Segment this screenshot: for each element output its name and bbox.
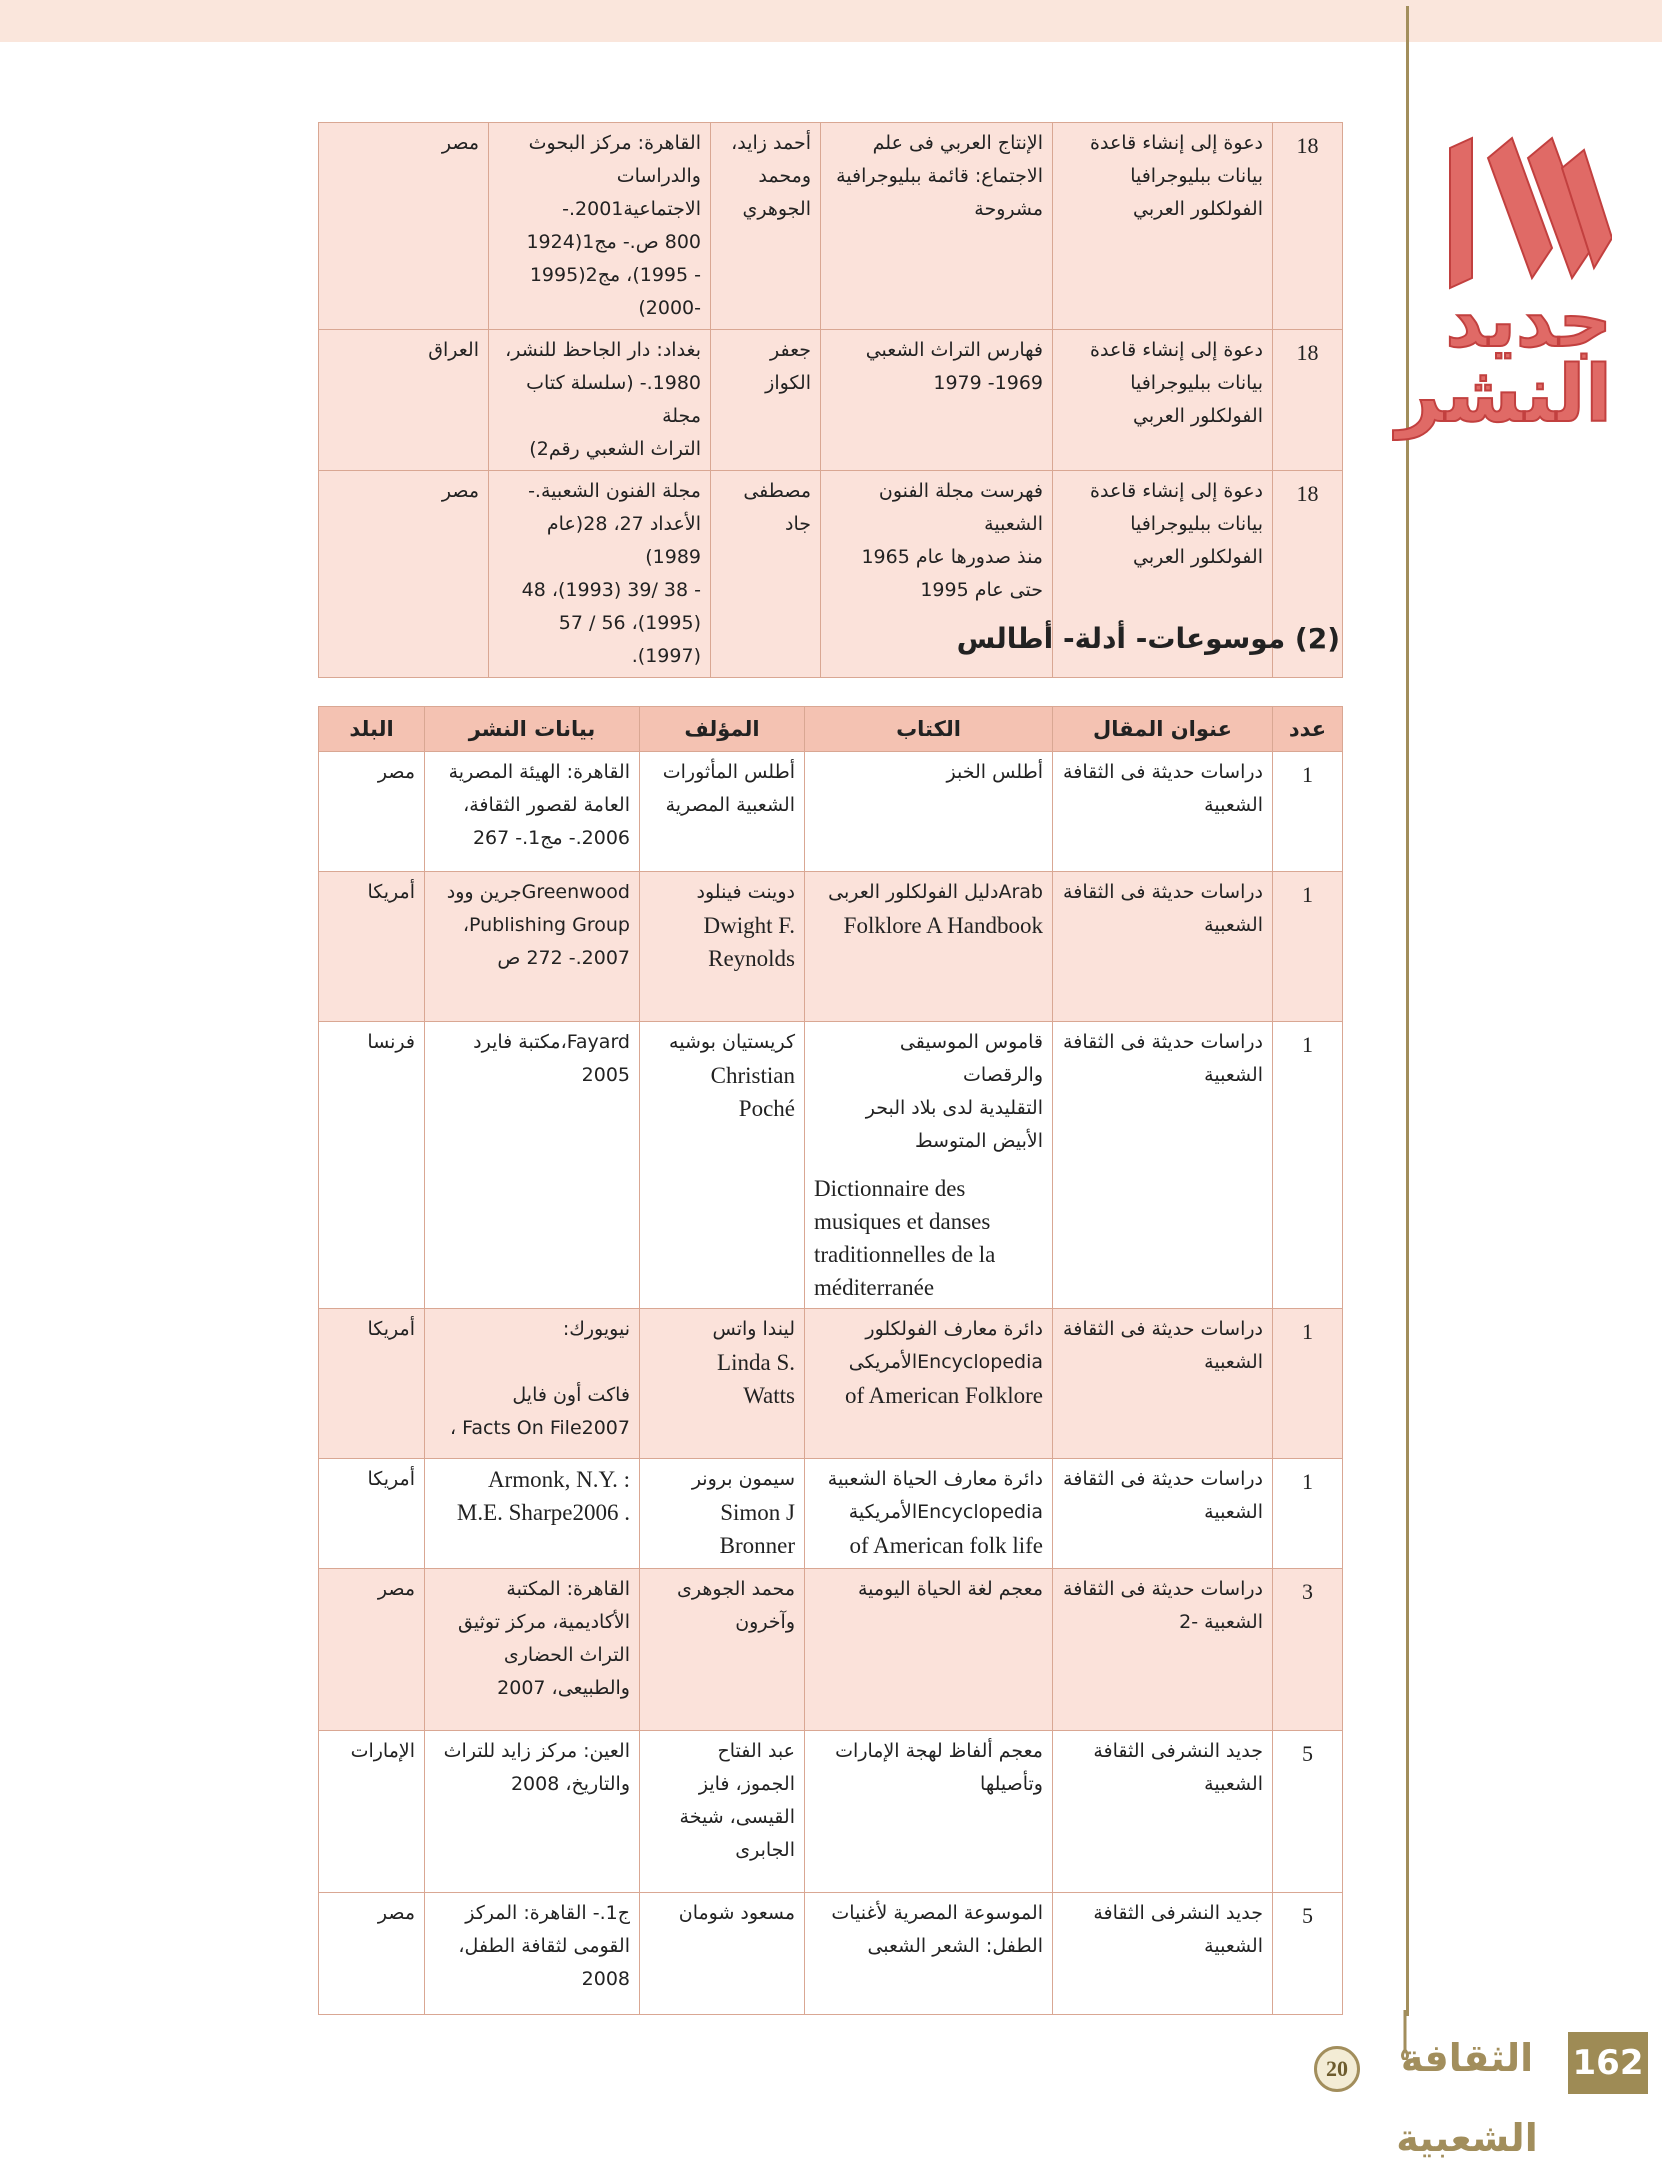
cell-line: Dwight F.	[703, 913, 795, 938]
cell-line: والدراسات الاجتماعية2001.-	[562, 165, 701, 220]
table-row	[319, 1459, 1343, 1569]
cell-article	[1053, 1893, 1273, 2015]
cell-line: دوينت فينلود	[696, 881, 795, 903]
cell-line: الأبيض المتوسط	[914, 1130, 1043, 1152]
cell-line: دراسات حديثة فى الثقافة	[1063, 1578, 1263, 1600]
cell-line: قاموس الموسيقى والرقصات	[899, 1031, 1043, 1086]
cell-line: - 38 /39 (1993)، 48	[521, 579, 701, 601]
cell-line: 1969- 1979	[933, 372, 1043, 394]
table-row	[319, 1731, 1343, 1893]
cell-line: دراسات حديثة فى الثقافة	[1063, 1468, 1263, 1490]
cell-line: بيانات ببليوجرافيا	[1130, 165, 1263, 187]
cell-book	[805, 1731, 1053, 1893]
cell-country: مصر	[319, 1569, 425, 1731]
cell-book	[805, 1459, 1053, 1569]
cell-line-latin: méditerranée	[814, 1275, 935, 1300]
cell-line: القاهرة: الهيئة المصرية	[448, 761, 630, 783]
cell-line: أطلس المأثورات	[662, 761, 795, 783]
cell-line: مجلة الفنون الشعبية.-	[528, 480, 701, 502]
header-book: الكتاب	[805, 707, 1053, 752]
cell-line: معجم لغة الحياة اليومية	[857, 1578, 1043, 1600]
table-header-row	[319, 707, 1343, 752]
cell-line: الطفل: الشعر الشعبى	[867, 1935, 1043, 1957]
cell-line: Bronner	[719, 1533, 795, 1558]
cell-line: الشعبية	[1204, 1773, 1263, 1795]
cell-line: ومحمد	[758, 165, 811, 187]
cell-line: دائرة معارف الفولكلور	[865, 1318, 1043, 1340]
table-row	[319, 123, 1343, 330]
cell-book	[805, 872, 1053, 1022]
cell-line: حتى عام 1995	[920, 579, 1043, 601]
cell-line: التراث الحضارى	[503, 1644, 630, 1666]
cell-num: 18	[1273, 471, 1343, 678]
cell-line: الجموز، فايز	[698, 1773, 795, 1795]
cell-line: القاهرة: المكتبة	[506, 1578, 630, 1600]
cell-line: الشعبية	[1204, 1935, 1263, 1957]
cell-line: وآخرون	[735, 1611, 795, 1633]
cell-line: كريستيان بوشيه	[669, 1031, 795, 1053]
cell-line: مشروحة	[974, 198, 1043, 220]
cell-line: والتاريخ، 2008	[510, 1773, 630, 1795]
cell-author	[640, 1569, 805, 1731]
cell-line: الشعبية المصرية	[665, 794, 795, 816]
cell-line: معجم ألفاظ لهجة الإمارات	[835, 1740, 1043, 1762]
cell-line: 2008	[581, 1968, 630, 1990]
cell-author	[640, 752, 805, 872]
book-stripes-icon	[1442, 128, 1612, 298]
section-logo	[1396, 128, 1620, 440]
cell-line: دائرة معارف الحياة الشعبية	[827, 1468, 1043, 1490]
cell-line: فهارس التراث الشعبي	[865, 339, 1043, 361]
cell-line: العين: مركز زايد للتراث	[443, 1740, 630, 1762]
cell-line: Encyclopediaالأمريكية	[848, 1501, 1043, 1523]
cell-publication	[425, 1309, 640, 1459]
cell-country: مصر	[319, 471, 489, 678]
cell-publication	[425, 1022, 640, 1309]
cell-line: منذ صدورها عام 1965	[861, 546, 1043, 568]
cell-line: فهرست مجلة الفنون الشعبية	[878, 480, 1043, 535]
cell-publication	[425, 1459, 640, 1569]
cell-line: 800 ص.- مج1(1924	[526, 231, 701, 253]
cell-line: الموسوعة المصرية لأغنيات	[831, 1902, 1043, 1924]
cell-line: الشعبية	[1204, 1064, 1263, 1086]
cell-line: Linda S.	[717, 1350, 795, 1375]
cell-line: دراسات حديثة فى الثقافة	[1063, 1318, 1263, 1340]
cell-line: Encyclopediaالأمريكى	[848, 1351, 1043, 1373]
cell-book	[805, 1022, 1053, 1309]
table-row	[319, 1569, 1343, 1731]
cell-author	[640, 1893, 805, 2015]
cell-line: Reynolds	[708, 946, 795, 971]
cell-line: القيسى، شيخة	[679, 1806, 795, 1828]
cell-num: 1	[1273, 1022, 1343, 1309]
cell-line: محمد الجوهرى	[677, 1578, 795, 1600]
cell-publication	[425, 1731, 640, 1893]
cell-line: الشعبية	[1204, 1351, 1263, 1373]
cell-line: الشعبية -2	[1179, 1611, 1263, 1633]
magazine-title: الثقافة الشعبية	[1396, 2036, 1538, 2160]
bibliography-table-1	[318, 122, 1343, 678]
cell-line: Simon J	[720, 1500, 795, 1525]
cell-author	[711, 123, 821, 330]
cell-line: الشعبية	[1204, 794, 1263, 816]
cell-line: - 1995)، مج2(1995	[529, 264, 701, 286]
cell-line: الفولكلور العربي	[1133, 546, 1263, 568]
cell-line: Armonk, N.Y. :	[487, 1467, 630, 1492]
cell-publication	[425, 752, 640, 872]
cell-line: 2006.- مج1.- 267	[472, 827, 630, 849]
table-row	[319, 1309, 1343, 1459]
cell-num: 5	[1273, 1893, 1343, 2015]
cell-line: Christian	[710, 1063, 795, 1088]
cell-article	[1053, 1309, 1273, 1459]
cell-num: 18	[1273, 123, 1343, 330]
cell-line: الاجتماع: قائمة ببليوجرافية	[836, 165, 1043, 187]
cell-line: 2005	[581, 1064, 630, 1086]
bibliography-table-2	[318, 706, 1343, 2015]
cell-country: مصر	[319, 752, 425, 872]
cell-line: جديد النشرفى الثقافة	[1093, 1740, 1263, 1762]
cell-line: التقليدية لدى بلاد البحر	[865, 1097, 1043, 1119]
cell-line: عبد الفتاح	[717, 1740, 795, 1762]
cell-article	[1053, 752, 1273, 872]
cell-line: Publishing Group،	[462, 914, 630, 936]
cell-book	[805, 752, 1053, 872]
cell-line: فاكت أون فايل	[512, 1384, 630, 1406]
cell-country: أمريكا	[319, 1459, 425, 1569]
cell-line: مسعود شومان	[678, 1902, 795, 1924]
cell-author	[640, 1731, 805, 1893]
cell-book	[805, 1569, 1053, 1731]
table-row	[319, 330, 1343, 471]
top-band	[0, 0, 1662, 42]
cell-country: مصر	[319, 1893, 425, 2015]
cell-line: وتأصيلها	[980, 1773, 1043, 1795]
cell-author	[640, 872, 805, 1022]
cell-line: الأكاديمية، مركز توثيق	[458, 1611, 630, 1633]
cell-line: 1980.- (سلسلة كتاب مجلة	[526, 372, 701, 427]
cell-country: مصر	[319, 123, 489, 330]
section-heading-encyclopedias: (2) موسوعات- أدلة- أطالس	[956, 622, 1340, 655]
cell-line: الفولكلور العربي	[1133, 198, 1263, 220]
cell-line: بيانات ببليوجرافيا	[1130, 513, 1263, 535]
logo-word-publishing: النشر	[1396, 350, 1612, 440]
margin-rule	[1406, 6, 1409, 2016]
cell-line: نيويورك:	[562, 1318, 630, 1340]
cell-num: 1	[1273, 1309, 1343, 1459]
cell-line: Facts On File2007 ،	[449, 1417, 630, 1439]
logo-word-new: جديد	[1445, 278, 1612, 364]
cell-line: والطبيعى، 2007	[497, 1677, 630, 1699]
cell-author	[711, 471, 821, 678]
cell-author	[640, 1022, 805, 1309]
cell-line: جعفر الكواز	[765, 339, 811, 394]
cell-line: Greenwoodجرين وود	[446, 881, 630, 903]
cell-line: 2007.- 272 ص	[497, 947, 630, 969]
cell-article	[1053, 1731, 1273, 1893]
header-publication: بيانات النشر	[425, 707, 640, 752]
cell-num: 1	[1273, 752, 1343, 872]
issue-number-badge: 20	[1314, 2046, 1360, 2092]
cell-num: 5	[1273, 1731, 1343, 1893]
cell-line: Watts	[743, 1383, 795, 1408]
cell-line: الجوهري	[742, 198, 811, 220]
cell-article	[1053, 1459, 1273, 1569]
cell-author	[640, 1459, 805, 1569]
cell-country: فرنسا	[319, 1022, 425, 1309]
cell-line: دراسات حديثة فى الثقافة	[1063, 761, 1263, 783]
cell-country: أمريكا	[319, 872, 425, 1022]
cell-num: 1	[1273, 1459, 1343, 1569]
cell-publication	[489, 123, 711, 330]
cell-num: 18	[1273, 330, 1343, 471]
page-number: 162	[1568, 2032, 1648, 2094]
cell-book	[805, 1309, 1053, 1459]
cell-publication	[425, 872, 640, 1022]
cell-publication	[489, 471, 711, 678]
cell-line: أطلس الخبز	[946, 761, 1043, 783]
cell-publication	[425, 1893, 640, 2015]
cell-line: الجابرى	[735, 1839, 795, 1861]
cell-line: بيانات ببليوجرافيا	[1130, 372, 1263, 394]
cell-line: Poché	[738, 1096, 795, 1121]
cell-line: Folklore A Handbook	[843, 913, 1043, 938]
cell-publication	[425, 1569, 640, 1731]
cell-line: of American Folklore	[844, 1383, 1043, 1408]
cell-line: الأعداد 27، 28(عام 1989)	[546, 513, 701, 568]
cell-book	[821, 330, 1053, 471]
cell-num: 3	[1273, 1569, 1343, 1731]
cell-line: M.E. Sharpe2006 .	[456, 1500, 630, 1525]
cell-num: 1	[1273, 872, 1343, 1022]
cell-line: مصطفى جاد	[743, 480, 811, 535]
cell-line: الإنتاج العربي فى علم	[872, 132, 1043, 154]
cell-line-latin: musiques et danses	[814, 1209, 991, 1234]
cell-line: دعوة إلى إنشاء قاعدة	[1090, 339, 1263, 361]
header-num: عدد	[1273, 707, 1343, 752]
cell-line: Fayard،مكتبة فايرد	[473, 1031, 630, 1053]
cell-publication	[489, 330, 711, 471]
table-row	[319, 1022, 1343, 1309]
cell-line: Arabدليل الفولكلور العربى	[828, 881, 1043, 903]
cell-line: الفولكلور العربي	[1133, 405, 1263, 427]
cell-line: أحمد زايد،	[731, 132, 811, 154]
cell-line: ج1.- القاهرة: المركز	[465, 1902, 630, 1924]
cell-line: (1995)، 56 / 57 (1997).	[558, 612, 701, 667]
cell-country: العراق	[319, 330, 489, 471]
cell-line: دراسات حديثة فى الثقافة	[1063, 1031, 1263, 1053]
header-author: المؤلف	[640, 707, 805, 752]
cell-line: دعوة إلى إنشاء قاعدة	[1090, 132, 1263, 154]
cell-line: القومى لثقافة الطفل،	[458, 1935, 630, 1957]
cell-line-latin: traditionnelles de la	[814, 1242, 996, 1267]
cell-author	[640, 1309, 805, 1459]
cell-line: بغداد: دار الجاحظ للنشر،	[505, 339, 701, 361]
cell-line: سيمون برونر	[691, 1468, 795, 1490]
cell-book	[821, 123, 1053, 330]
cell-line: الشعبية	[1204, 1501, 1263, 1523]
cell-line: القاهرة: مركز البحوث	[528, 132, 701, 154]
table-row	[319, 752, 1343, 872]
cell-country: الإمارات	[319, 1731, 425, 1893]
cell-line: -2000)	[638, 297, 701, 319]
cell-article	[1053, 872, 1273, 1022]
table-row	[319, 872, 1343, 1022]
cell-article	[1053, 1569, 1273, 1731]
cell-line: دراسات حديثة فى الثقافة	[1063, 881, 1263, 903]
cell-line: التراث الشعبي رقم2)	[529, 438, 701, 460]
cell-line	[434, 1346, 630, 1379]
table-row	[319, 1893, 1343, 2015]
header-article: عنوان المقال	[1053, 707, 1273, 752]
cell-article	[1053, 123, 1273, 330]
cell-book	[805, 1893, 1053, 2015]
cell-line: of American folk life	[849, 1533, 1043, 1558]
cell-line-latin: Dictionnaire des	[814, 1176, 966, 1201]
cell-country: أمريكا	[319, 1309, 425, 1459]
cell-line: العامة لقصور الثقافة،	[463, 794, 630, 816]
cell-line: ليندا واتس	[712, 1318, 795, 1340]
cell-line: دعوة إلى إنشاء قاعدة	[1090, 480, 1263, 502]
cell-article	[1053, 330, 1273, 471]
header-country: البلد	[319, 707, 425, 752]
cell-author	[711, 330, 821, 471]
cell-line: جديد النشرفى الثقافة	[1093, 1902, 1263, 1924]
cell-line: الشعبية	[1204, 914, 1263, 936]
cell-article	[1053, 1022, 1273, 1309]
